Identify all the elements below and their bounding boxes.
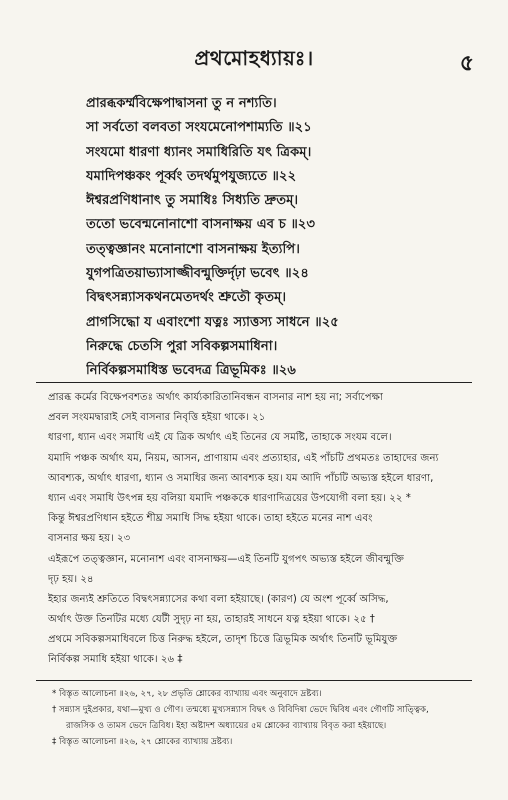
verse-line: ঈশ্বরপ্রণিধানাৎ তু সমাধিঃ সিধ্যতি দ্রুতম্।	[86, 193, 299, 209]
commentary-line: প্রথমে সবিকল্পসমাধিবলে চিত্ত নিরুদ্ধ হইলে, তাদৃশ চিত্তে ত্রিভূমিক অর্থাৎ তিনটি ভূমিযুক্ত	[48, 634, 398, 646]
footnote	[52, 734, 472, 750]
bengali-commentary	[48, 388, 478, 671]
commentary-line: প্রবল সংযমদ্বারাই সেই বাসনার নিবৃত্তি হইয়া থাকে। ২১	[48, 412, 266, 424]
verse-line: প্রাগসিদ্ধো য এবাংশো যত্নঃ স্যাত্তস্য সাধনে ॥২৫	[86, 314, 339, 330]
footnote-line: † সন্ন্যাস দুইপ্রকার, যথা—মুখ্য ও গৌণ। তন্মধ্যে মুখ্যসন্ন্যাস বিদ্বৎ ও বিবিদিষা ভেদে দ্বিবিধ এবং গৌণটি সাত্ত্বিক,	[52, 705, 429, 715]
footnote-line: * বিস্তৃত আলোচনা ॥২৬, ২৭, ২৮ প্রভৃতি শ্লোকের ব্যাখ্যায় এবং অনুবাদে দ্রষ্টব্য।	[52, 689, 322, 699]
commentary-paragraph	[48, 428, 478, 509]
commentary-paragraph	[48, 590, 478, 630]
commentary-line: প্রারব্ধ কর্মের বিক্ষেপবশতঃ অর্থাৎ কার্য্যকারিতানিবন্ধন বাসনার নাশ হয় না; সর্বাপেক্ষা	[48, 392, 383, 403]
page-header	[0, 44, 508, 78]
divider-top	[36, 382, 472, 383]
footnotes	[52, 686, 472, 750]
commentary-paragraph	[48, 630, 478, 670]
footnote	[52, 686, 472, 702]
verse-line: সা সর্বতো বলবতা সংযমেনোপশাম্যতি ॥২১	[86, 120, 312, 136]
verse-line: যমাদিপঞ্চকং পূর্ব্বং তদর্থমুপযুজ্যতে ॥২২	[86, 168, 297, 184]
chapter-title: প্রথমোহধ্যায়ঃ।	[194, 46, 314, 70]
footnote	[52, 702, 472, 734]
commentary-line: যমাদি পঞ্চক অর্থাৎ যম, নিয়ম, আসন, প্রাণায়াম এবং প্রত্যাহার, এই পাঁচটি প্রথমতঃ তাহাদের জন্য	[48, 452, 439, 464]
commentary-line: দৃঢ় হয়। ২৪	[48, 573, 94, 585]
commentary-line: কিন্তু ঈশ্বরপ্রণিধান হইতে শীঘ্র সমাধি সিদ্ধ হইয়া থাকে। তাহা হইতে মনের নাশ এবং	[48, 513, 373, 525]
verse-line: সংযমো ধারণা ধ্যানং সমাধিরিতি যৎ ত্রিকম্।	[86, 144, 312, 160]
page-number: ৫	[459, 51, 474, 76]
commentary-line: ধারণা, ধ্যান এবং সমাধি এই যে ত্রিক অর্থাৎ এই তিনের যে সমষ্টি, তাহাকে সংযম বলে।	[48, 432, 392, 444]
verse-line: যুগপত্রিতয়াভ্যাসাজ্জীবন্মুক্তির্দৃঢ়া ভবেৎ ॥২৪	[86, 266, 309, 282]
commentary-line: ধ্যান এবং সমাধি উৎপন্ন হয় বলিয়া যমাদি পঞ্চককে ধারণাদিত্রয়ের উপযোগী বলা হয়। ২২ *	[48, 492, 411, 504]
commentary-line: বাসনার ক্ষয় হয়। ২৩	[48, 533, 131, 545]
commentary-paragraph	[48, 509, 478, 549]
verse-line: ততো ভবেন্মনোনাশো বাসনাক্ষয় এব চ ॥২৩	[86, 217, 316, 233]
commentary-paragraph	[48, 550, 478, 590]
divider-footnotes	[36, 680, 472, 681]
verse-line: প্রারব্ধকর্ম্মবিক্ষেপাদ্বাসনা তু ন নশ্যতি।	[86, 96, 277, 111]
footnote-line: রাজসিক ও তামস ভেদে ত্রিবিধ। ইহা অষ্টাদশ অধ্যায়ের ৫ম শ্লোকের ব্যাখ্যায় বিবৃত করা হইয়াছে।	[66, 721, 387, 731]
verse-line: বিদ্বৎসন্ন্যাসকথনমেতদর্থং শ্রুতৌ কৃতম্।	[86, 290, 287, 306]
verse-line: তত্ত্বজ্ঞানং মনোনাশো বাসনাক্ষয় ইত্যপি।	[86, 241, 300, 257]
verse-line: নিরুদ্ধে চেতসি পুরা সবিকল্পসমাধিনা।	[86, 338, 278, 354]
commentary-paragraph	[48, 388, 478, 428]
sanskrit-verses	[86, 92, 486, 384]
commentary-line: আবশ্যক, অর্থাৎ ধারণা, ধ্যান ও সমাধির জন্য আবশ্যক হয়। যম আদি পাঁচটি অভ্যস্ত হইলে ধারণা,	[48, 472, 434, 484]
footnote-line: ‡ বিস্তৃত আলোচনা ॥২৬, ২৭ শ্লোকের ব্যাখ্যায় দ্রষ্টব্য।	[52, 737, 233, 747]
commentary-line: নির্বিকল্প সমাধি হইয়া থাকে। ২৬ ‡	[48, 654, 183, 666]
commentary-line: ইহার জন্যই শ্রুতিতে বিদ্বৎসন্ন্যাসের কথা বলা হইয়াছে। (কারণ) যে অংশ পূর্ব্বে অসিদ্ধ,	[48, 593, 389, 605]
commentary-line: অর্থাৎ উক্ত তিনটির মধ্যে যেটী সুদৃঢ় না হয়, তাহারই সাধনে যত্ন হইয়া থাকে। ২৫ †	[48, 614, 375, 626]
commentary-line: এইরূপে তত্ত্বজ্ঞান, মনোনাশ এবং বাসনাক্ষয়—এই তিনটি যুগপৎ অভ্যস্ত হইলে জীবন্মুক্তি	[48, 553, 404, 565]
verse-line: নির্বিকল্পসমাধিস্ত ভবেদত্র ত্রিভূমিকঃ ॥২৬	[86, 363, 297, 379]
